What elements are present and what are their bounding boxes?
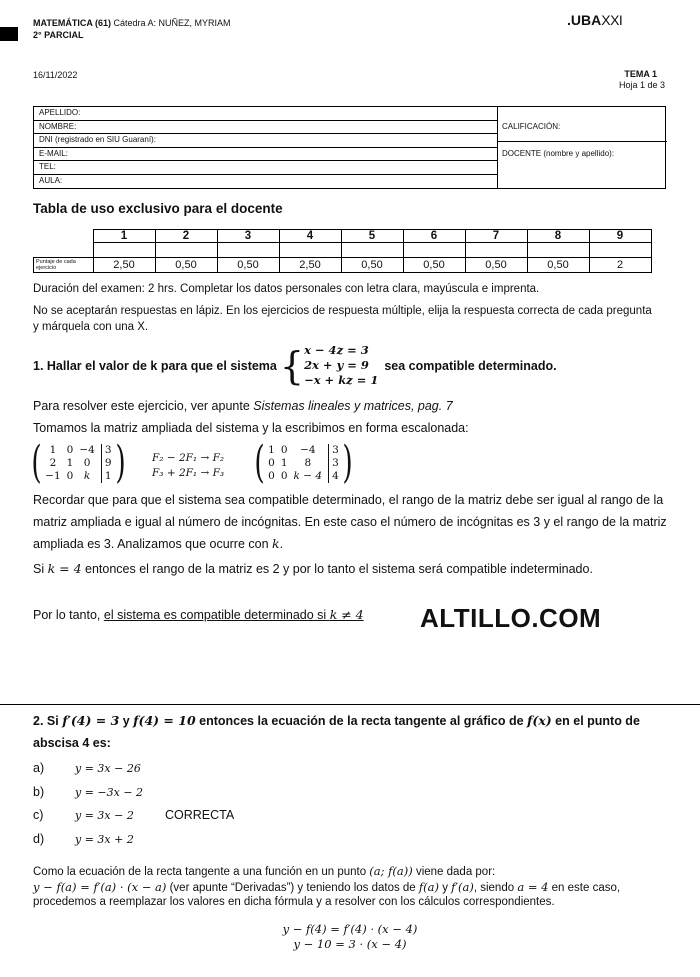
score-table [33,229,652,273]
watermark: ALTILLO.COM [420,603,602,633]
score-value: 2,50 [93,258,155,273]
score-value: 0,50 [155,258,217,273]
score-value: 2,50 [279,258,341,273]
q1-suffix: sea compatible determinado. [384,358,557,373]
equation-system [304,343,378,388]
q1-prefix: 1. Hallar el valor de k para que el sistema [33,358,277,373]
score-value: 0,50 [465,258,527,273]
calc-line-2: y − 10 = 3 · (x − 4) [293,937,407,951]
eq-1: x − 4z = 3 [304,343,369,357]
q2-options [33,757,234,851]
chair-name: Cátedra A: NUÑEZ, MYRIAM [113,18,231,28]
field-nombre[interactable]: NOMBRE: [34,121,497,135]
instructions-rules: No se aceptarán respuestas en lápiz. En los ejercicios de respuesta múltiple, elija la respuesta correcta de cada pregunta y márquela con una X. [33,305,652,333]
q2-explanation: Como la ecuación de la recta tangente a una función en un punto (a; f(a)) viene dada por: y − f(a) = f′(a) · (x − a) (ver apunte “Derivadas”) y teniendo los datos de f(a) y f′(a), siendo a = 4 en este caso, procedemos a reemplazar los valores en dicha fórmula y a resolver con los cálculos correspondientes. [33,864,621,908]
personal-fields [34,107,498,188]
score-header: 1 [93,230,155,243]
score-cell[interactable] [465,243,527,258]
score-header: 4 [279,230,341,243]
header-black-tab [0,27,18,41]
q1-explanation: Recordar que para que el sistema sea compatible determinado, el rango de la matriz debe ser igual al rango de la matriz ampliada e igual al número de incógnitas. En este caso el número de incógnitas es 3 y el rango de la matriz ampliada es 3. Analizamos que ocurre con k. [33,493,667,551]
score-header: 6 [403,230,465,243]
score-value: 0,50 [403,258,465,273]
brand-logo: .UBAXXI [567,12,623,28]
option-d[interactable]: d) y = 3x + 2 [33,831,134,846]
calc-line-1: y − f(4) = f′(4) · (x − 4) [282,922,418,936]
q2-title: 2. Si f′(4) = 3 y f(4) = 10 entonces la ecuación de la recta tangente al gráfico de f(x) en el punto de abscisa 4 es: [33,713,640,750]
system-brace: { [279,343,305,388]
score-header: 3 [217,230,279,243]
score-value: 0,50 [527,258,589,273]
exam-date: 16/11/2022 [33,70,78,80]
score-cell[interactable] [217,243,279,258]
tema-label: TEMA 1 [624,69,657,79]
q1-conclusion: Por lo tanto, el sistema es compatible determinado si k ≠ 4 [33,607,364,622]
field-tel[interactable]: TEL: [34,161,497,175]
option-c[interactable]: c) y = 3x − 2 CORRECTA [33,808,235,822]
field-aula[interactable]: AULA: [39,175,63,185]
grading-divider [497,141,667,142]
q1-reference: Para resolver este ejercicio, ver apunte Sistemas lineales y matrices, pag. 7 [33,399,453,413]
score-cell[interactable] [155,243,217,258]
score-cell[interactable] [527,243,589,258]
row-op-1: F₂ − 2F₁ → F₂ [152,452,225,464]
score-cell[interactable] [589,243,651,258]
augmented-matrix: ( 1 0 −4 3 2 1 0 9 −1 0 k 1 ) [31,437,126,488]
q1-title [33,343,557,388]
score-value: 0,50 [217,258,279,273]
score-row-label: Puntaje de cada ejercicio [34,258,94,273]
echelon-matrix: ( 1 0 −4 3 0 1 8 3 0 0 k − 4 4 ) [254,437,353,488]
score-header: 5 [341,230,403,243]
score-cell[interactable] [341,243,403,258]
section-divider [0,704,700,705]
calificacion-label: CALIFICACIÓN: [502,122,561,131]
eq-3: −x + kz = 1 [304,373,379,387]
score-table-title: Tabla de uso exclusivo para el docente [33,201,283,216]
score-value: 0,50 [341,258,403,273]
q2-calculation [0,922,700,952]
field-email[interactable]: E-MAIL: [34,148,497,162]
score-header: 7 [465,230,527,243]
option-a[interactable]: a) y = 3x − 26 [33,761,141,775]
option-b[interactable]: b) y = −3x − 2 [33,784,144,799]
score-cell[interactable] [403,243,465,258]
score-value: 2 [589,258,651,273]
docente-label: DOCENTE (nombre y apellido): [502,149,615,158]
row-op-2: F₃ + 2F₁ → F₃ [152,467,225,479]
score-cell[interactable] [93,243,155,258]
score-header: 8 [527,230,589,243]
field-apellido[interactable]: APELLIDO: [34,107,497,121]
course-name: MATEMÁTICA (61) [33,18,111,28]
grading-box [497,107,667,188]
score-cell[interactable] [279,243,341,258]
q1-step: Tomamos la matriz ampliada del sistema y la escribimos en forma escalonada: [33,421,469,435]
instructions-duration: Duración del examen: 2 hrs. Completar los datos personales con letra clara, mayúscula e imprenta. [33,283,540,295]
q1-case: Si k = 4 entonces el rango de la matriz es 2 y por lo tanto el sistema será compatible indeterminado. [33,561,593,576]
personal-data-table [33,106,666,189]
field-dni[interactable]: DNI (registrado en SIU Guaraní): [34,134,497,148]
row-operations [152,451,224,481]
eq-2: 2x + y = 9 [304,358,369,372]
hoja-label: Hoja 1 de 3 [618,80,665,90]
score-header: 9 [589,230,651,243]
course-line [33,18,231,28]
correct-mark: CORRECTA [165,808,235,822]
exam-name: 2° PARCIAL [33,30,84,40]
score-header: 2 [155,230,217,243]
